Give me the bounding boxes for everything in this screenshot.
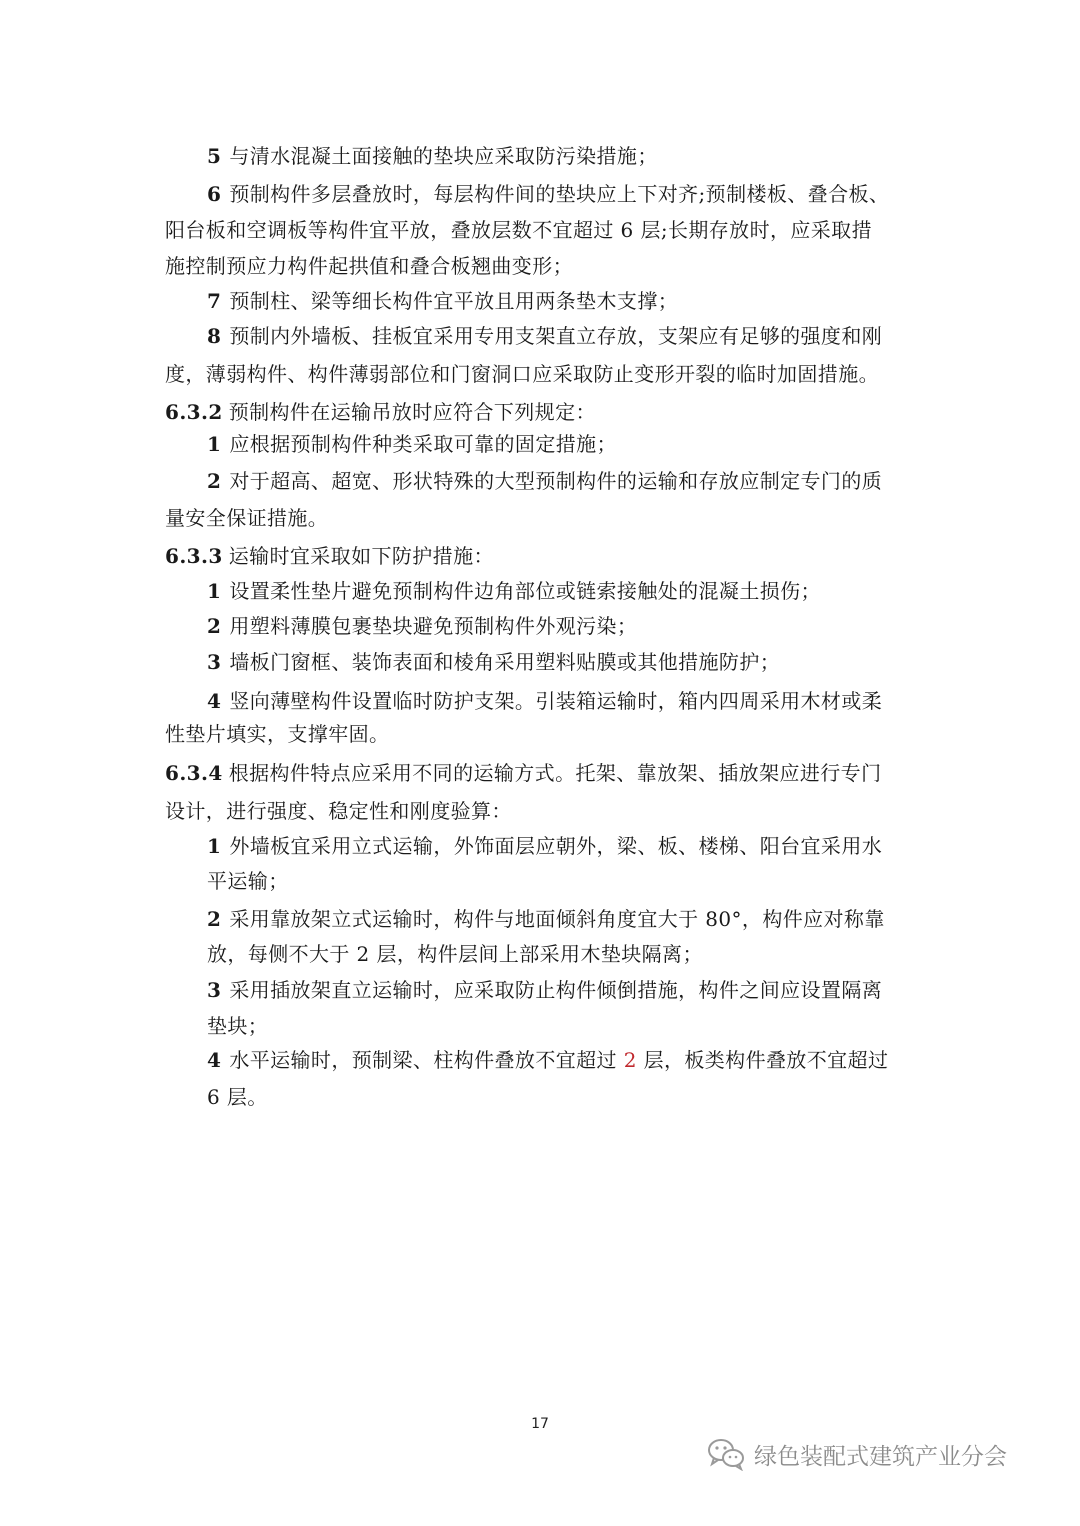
item-number: 2 bbox=[207, 907, 222, 931]
item-number: 2 bbox=[207, 614, 222, 638]
text-run: 采用靠放架立式运输时，构件与地面倾斜角度宜大于 80°，构件应对称靠 bbox=[229, 907, 885, 931]
item-number: 2 bbox=[207, 469, 222, 493]
text-run: 垫块； bbox=[207, 1014, 269, 1038]
text-run: 根据构件特点应采用不同的运输方式。托架、靠放架、插放架应进行专门 bbox=[228, 761, 882, 785]
continuation-line bbox=[207, 867, 289, 895]
item-number: 4 bbox=[207, 1048, 222, 1072]
continuation-line bbox=[165, 216, 872, 244]
item-line bbox=[207, 287, 678, 315]
watermark-text: 绿色装配式建筑产业分会 bbox=[754, 1443, 1007, 1470]
item-number: 7 bbox=[207, 289, 222, 313]
item-number: 1 bbox=[207, 432, 222, 456]
continuation-line bbox=[165, 797, 512, 825]
item-line bbox=[207, 467, 882, 495]
continuation-line bbox=[165, 504, 328, 532]
item-number: 1 bbox=[207, 579, 222, 603]
text-run: 施控制预应力构件起拱值和叠合板翘曲变形； bbox=[165, 254, 573, 278]
text-run: 预制构件在运输吊放时应符合下列规定： bbox=[228, 400, 596, 424]
clause-line bbox=[165, 398, 596, 426]
continuation-line bbox=[165, 360, 879, 388]
text-run: 6 层。 bbox=[207, 1085, 268, 1109]
text-run: 量安全保证措施。 bbox=[165, 506, 329, 530]
text-run: 性垫片填实，支撑牢固。 bbox=[165, 722, 390, 746]
text-run: 与清水混凝土面接触的垫块应采取防污染措施； bbox=[229, 144, 658, 168]
item-line bbox=[207, 430, 617, 458]
text-run: 阳台板和空调板等构件宜平放，叠放层数不宜超过 6 层;长期存放时，应采取措 bbox=[165, 218, 872, 242]
text-run: 采用插放架直立运输时，应采取防止构件倾倒措施，构件之间应设置隔离 bbox=[229, 978, 883, 1002]
clause-number: 6.3.3 bbox=[165, 544, 223, 568]
continuation-line bbox=[165, 720, 389, 748]
item-number: 3 bbox=[207, 650, 222, 674]
text-run: 设置柔性垫片避免预制构件边角部位或链索接触处的混凝土损伤； bbox=[229, 579, 821, 603]
item-line bbox=[207, 180, 889, 208]
item-line bbox=[207, 322, 882, 350]
item-number: 1 bbox=[207, 834, 222, 858]
item-line bbox=[207, 577, 821, 605]
text-run: 平运输； bbox=[207, 869, 289, 893]
item-number: 6 bbox=[207, 182, 222, 206]
clause-number: 6.3.2 bbox=[165, 400, 223, 424]
text-run: 外墙板宜采用立式运输，外饰面层应朝外，梁、板、楼梯、阳台宜采用水 bbox=[229, 834, 883, 858]
item-number: 3 bbox=[207, 978, 222, 1002]
text-run: 度，薄弱构件、构件薄弱部位和门窗洞口应采取防止变形开裂的临时加固措施。 bbox=[165, 362, 879, 386]
continuation-line bbox=[165, 252, 573, 280]
wechat-icon bbox=[706, 1437, 746, 1471]
item-line bbox=[207, 905, 885, 933]
item-number: 4 bbox=[207, 689, 222, 713]
highlighted-number: 2 bbox=[623, 1048, 637, 1072]
text-run: 层，板类构件叠放不宜超过 bbox=[636, 1048, 889, 1072]
text-run: 用塑料薄膜包裹垫块避免预制构件外观污染； bbox=[229, 614, 638, 638]
text-run: 墙板门窗框、装饰表面和棱角采用塑料贴膜或其他措施防护； bbox=[229, 650, 781, 674]
continuation-line bbox=[207, 940, 703, 968]
text-run: 预制构件多层叠放时，每层构件间的垫块应上下对齐;预制楼板、叠合板、 bbox=[229, 182, 890, 206]
item-line bbox=[207, 142, 658, 170]
item-number: 8 bbox=[207, 324, 222, 348]
text-run: 竖向薄壁构件设置临时防护支架。引装箱运输时，箱内四周采用木材或柔 bbox=[229, 689, 883, 713]
watermark bbox=[706, 1434, 1007, 1474]
text-run: 运输时宜采取如下防护措施： bbox=[228, 544, 494, 568]
item-line bbox=[207, 612, 637, 640]
item-number: 5 bbox=[207, 144, 222, 168]
clause-line bbox=[165, 542, 494, 570]
text-run: 应根据预制构件种类采取可靠的固定措施； bbox=[229, 432, 617, 456]
page-number: 17 bbox=[531, 1416, 549, 1432]
item-line bbox=[207, 976, 882, 1004]
text-run: 放，每侧不大于 2 层，构件层间上部采用木垫块隔离； bbox=[207, 942, 703, 966]
clause-number: 6.3.4 bbox=[165, 761, 223, 785]
text-run: 预制内外墙板、挂板宜采用专用支架直立存放，支架应有足够的强度和刚 bbox=[229, 324, 883, 348]
text-run: 水平运输时，预制梁、柱构件叠放不宜超过 bbox=[229, 1048, 624, 1072]
text-run: 对于超高、超宽、形状特殊的大型预制构件的运输和存放应制定专门的质 bbox=[229, 469, 883, 493]
item-line bbox=[207, 1046, 888, 1074]
item-line bbox=[207, 832, 882, 860]
item-line bbox=[207, 648, 780, 676]
continuation-line bbox=[207, 1083, 268, 1111]
continuation-line bbox=[207, 1012, 268, 1040]
text-run: 预制柱、梁等细长构件宜平放且用两条垫木支撑； bbox=[229, 289, 679, 313]
text-run: 设计，进行强度、稳定性和刚度验算： bbox=[165, 799, 512, 823]
clause-line bbox=[165, 759, 882, 787]
item-line bbox=[207, 687, 882, 715]
